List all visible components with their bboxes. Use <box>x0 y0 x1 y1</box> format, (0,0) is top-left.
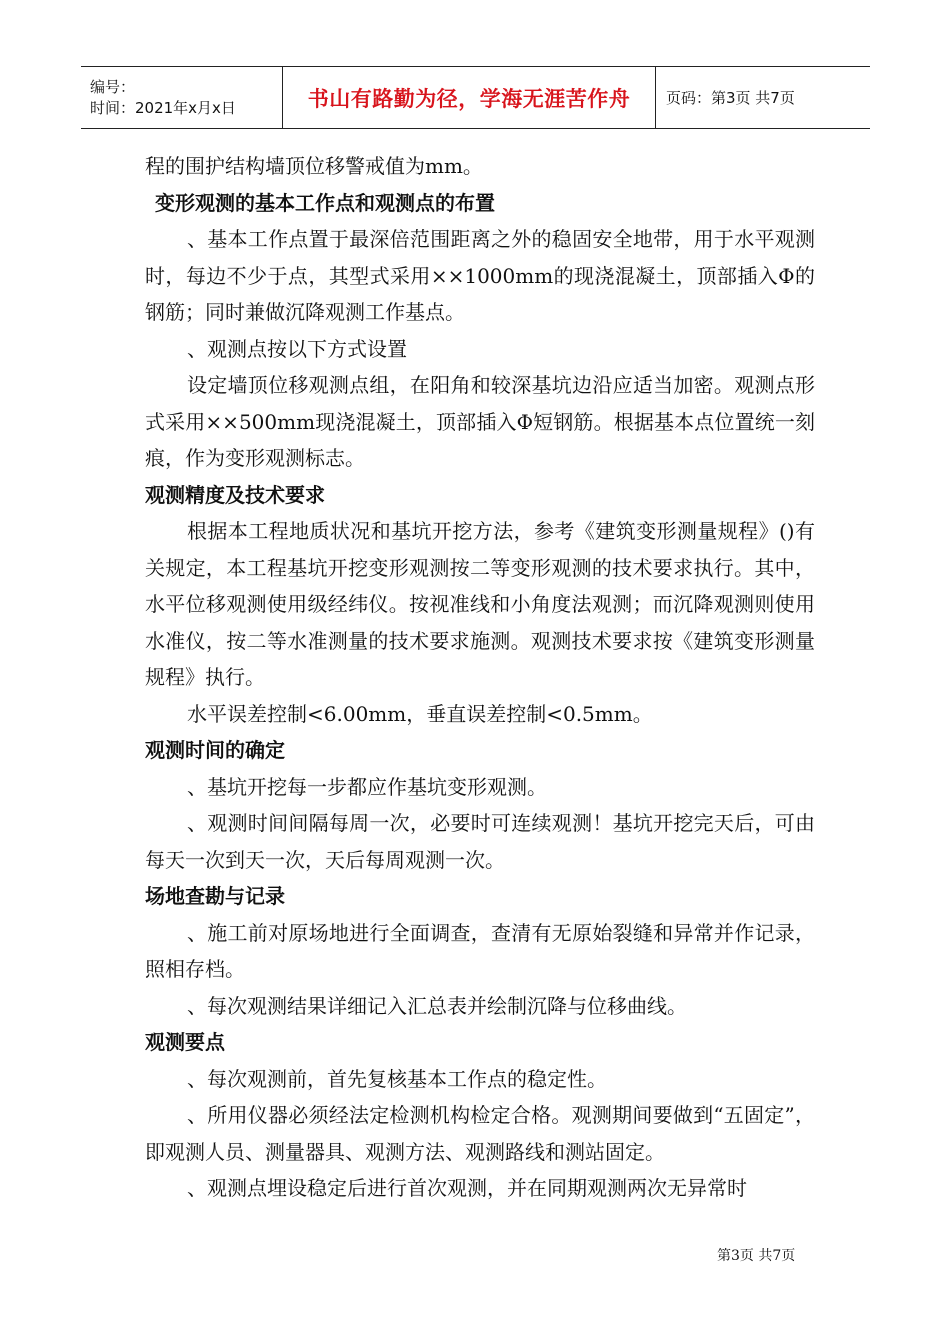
body-paragraph: 、每次观测结果详细记入汇总表并绘制沉降与位移曲线。 <box>187 993 687 1018</box>
section-heading: 观测精度及技术要求 <box>145 482 325 507</box>
document-body <box>145 148 815 1207</box>
document-date-label: 时间：2021年x月x日 <box>90 98 236 117</box>
header-info-cell <box>81 67 282 128</box>
section-heading: 观测要点 <box>145 1030 225 1054</box>
section-heading: 变形观测的基本工作点和观测点的布置 <box>155 190 495 215</box>
body-paragraph: 程的围护结构墙顶位移警戒值为mm。 <box>145 154 483 178</box>
body-paragraph: 、观测点按以下方式设置 <box>187 336 407 361</box>
document-number-label: 编号： <box>90 77 136 96</box>
section-heading: 观测时间的确定 <box>145 738 285 762</box>
body-paragraph: 水平误差控制<6.00mm，垂直误差控制<0.5mm。 <box>187 701 653 726</box>
page-footer <box>717 1245 795 1265</box>
footer-page-number: 第3页 共7页 <box>717 1248 796 1264</box>
body-paragraph: 、所用仪器必须经法定检测机构检定合格。观测期间要做到“五固定”，即观测人员、测量器具、观测方法、观测路线和测站固定。 <box>145 1103 815 1164</box>
body-paragraph: 、施工前对原场地进行全面调查，查清有无原始裂缝和异常并作记录，照相存档。 <box>145 920 815 981</box>
section-heading: 场地查勘与记录 <box>145 884 285 908</box>
document-header <box>81 66 870 129</box>
body-paragraph: 、观测时间间隔每周一次，必要时可连续观测！基坑开挖完天后，可由每天一次到天一次，天后每周观测一次。 <box>145 811 815 872</box>
header-page-cell <box>656 67 870 128</box>
body-paragraph: 、观测点埋设稳定后进行首次观测，并在同期观测两次无异常时 <box>187 1176 747 1200</box>
body-paragraph: 设定墙顶位移观测点组，在阳角和较深基坑边沿应适当加密。观测点形式采用××500mm现浇混凝土，顶部插入Φ短钢筋。根据基本点位置统一刻痕，作为变形观测标志。 <box>145 373 815 470</box>
header-page-number: 页码：第3页 共7页 <box>666 89 795 107</box>
header-motto: 书山有路勤为径，学海无涯苦作舟 <box>307 86 631 111</box>
body-paragraph: 、每次观测前，首先复核基本工作点的稳定性。 <box>187 1066 607 1091</box>
header-motto-cell <box>282 67 656 128</box>
body-paragraph: 、基本工作点置于最深倍范围距离之外的稳固安全地带，用于水平观测时，每边不少于点，其型式采用××1000mm的现浇混凝土，顶部插入Φ的钢筋；同时兼做沉降观测工作基点。 <box>145 227 815 324</box>
body-paragraph: 、基坑开挖每一步都应作基坑变形观测。 <box>187 774 547 799</box>
body-paragraph: 根据本工程地质状况和基坑开挖方法，参考《建筑变形测量规程》()有关规定，本工程基坑开挖变形观测按二等变形观测的技术要求执行。其中，水平位移观测使用级经纬仪。按视准线和小角度法观测；而沉降观测则使用水准仪，按二等水准测量的技术要求施测。观测技术要求按《建筑变形测量规程》执行。 <box>145 519 815 689</box>
